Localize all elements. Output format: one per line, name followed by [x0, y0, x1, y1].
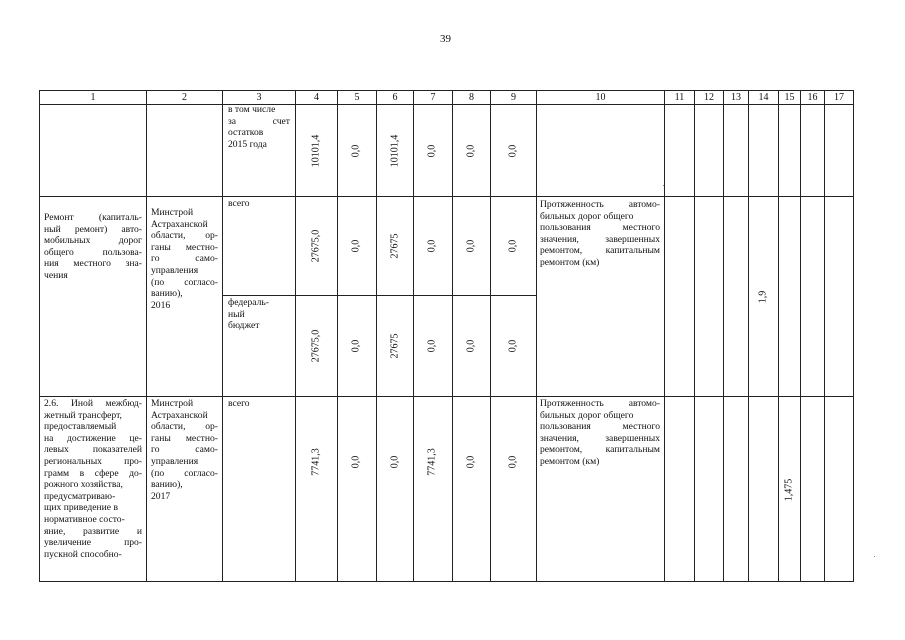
repair-indicator: [540, 199, 660, 269]
transfer-name-line: яние, развитие и: [44, 525, 142, 537]
repair-name-line: Ремонт (капиталь-: [44, 212, 142, 223]
header-col-10: 10: [595, 92, 606, 103]
grid-line: [694, 90, 695, 582]
repair-total-col8: 0,0: [465, 239, 477, 253]
repair-name-line: чения: [44, 269, 68, 281]
transfer-indicator-line: ремонтом (км): [540, 455, 600, 467]
repair-executor-line: го само-: [151, 253, 218, 265]
header-col-14: 14: [758, 92, 769, 103]
transfer-executor-line: управления: [151, 455, 199, 467]
transfer-name-line: жетный трансферт,: [44, 409, 122, 421]
transfer-col15-value: 1,475: [783, 478, 795, 502]
repair-total-col4: 27675,0: [310, 229, 322, 263]
repair-federal-col8: 0,0: [465, 339, 477, 353]
repair-federal-line: ный: [228, 308, 245, 320]
grid-line: [778, 90, 779, 582]
header-col-5: 5: [354, 92, 360, 103]
transfer-total-col7: 7741,3: [426, 448, 438, 476]
repair-indicator-line: значения, завершенных: [540, 233, 660, 245]
grid-line: [295, 90, 296, 582]
repair-executor-line: Минстрой: [151, 207, 194, 218]
carry-col7-value: 0,0: [426, 144, 438, 158]
transfer-indicator-line: пользования местного: [540, 421, 660, 433]
repair-executor-line: ганы местно-: [151, 241, 218, 253]
transfer-executor-line: (по согласо-: [151, 467, 218, 479]
transfer-executor-line: Астраханской: [151, 409, 208, 421]
repair-total-label: всего: [228, 198, 250, 209]
grid-line: [222, 90, 223, 582]
carry-col6-value: 10101,4: [389, 134, 401, 168]
transfer-name-line: пускной способно-: [44, 548, 122, 560]
repair-executor-line: управления: [151, 264, 199, 276]
transfer-executor-line: ганы местно-: [151, 432, 218, 444]
grid-line: [452, 90, 453, 582]
repair-federal-col5: 0,0: [350, 339, 362, 353]
header-col-12: 12: [704, 92, 714, 103]
carry-label-line: остатков: [228, 127, 264, 139]
header-col-8: 8: [469, 92, 474, 103]
grid-line: [376, 90, 377, 582]
transfer-indicator-line: Протяженность автомо-: [540, 398, 660, 409]
transfer-name: [44, 398, 142, 560]
repair-federal-col6: 27675: [389, 333, 401, 359]
carry-label-line: 2015 года: [228, 138, 267, 150]
repair-indicator-line: ремонтом (км): [540, 256, 600, 268]
repair-executor-line: 2016: [151, 299, 171, 311]
header-col-4: 4: [314, 92, 319, 103]
transfer-name-line: на достижение це-: [44, 432, 142, 444]
transfer-name-line: предоставляемый: [44, 421, 117, 433]
repair-federal-col7: 0,0: [426, 339, 438, 353]
transfer-executor-line: 2017: [151, 490, 171, 502]
repair-total-col9: 0,0: [507, 239, 519, 253]
carry-col4-value: 10101,4: [310, 134, 322, 168]
carry-label-line: в том числе: [228, 104, 276, 115]
transfer-indicator-line: ремонтом, капитальным: [540, 444, 660, 456]
repair-federal-line: бюджет: [228, 320, 260, 332]
transfer-name-line: рожного хозяйства,: [44, 479, 123, 491]
header-col-16: 16: [807, 92, 818, 103]
transfer-indicator: [540, 398, 660, 468]
header-col-13: 13: [731, 92, 741, 103]
transfer-name-line: щих приведение в: [44, 502, 118, 514]
header-col-9: 9: [511, 92, 516, 103]
grid-line: [490, 90, 491, 582]
repair-indicator-line: пользования местного: [540, 222, 660, 234]
repair-federal-line: федераль-: [228, 297, 269, 308]
repair-indicator-line: ремонтом, капитальным: [540, 245, 660, 257]
repair-name-line: общего пользова-: [44, 246, 142, 258]
repair-total-col7: 0,0: [426, 239, 438, 253]
grid-line: [800, 90, 801, 582]
grid-line: [39, 196, 853, 197]
transfer-indicator-line: бильных дорог общего: [540, 409, 634, 421]
transfer-name-line: нормативное состо-: [44, 513, 125, 525]
transfer-name-line: грамм в сфере до-: [44, 467, 142, 479]
repair-executor-line: Астраханской: [151, 218, 208, 230]
repair-col14-value: 1,9: [757, 290, 769, 304]
repair-name-line: ный ремонт) авто-: [44, 223, 142, 235]
transfer-executor-line: Минстрой: [151, 398, 194, 409]
carry-col9-value: 0,0: [507, 144, 519, 158]
repair-name: [44, 212, 142, 282]
repair-total-col5: 0,0: [350, 239, 362, 253]
header-col-1: 1: [90, 92, 96, 103]
grid-line: [664, 90, 665, 582]
header-col-11: 11: [674, 92, 685, 103]
transfer-executor-line: го само-: [151, 444, 218, 456]
repair-federal-label: [228, 297, 290, 332]
carry-label-line: за счет: [228, 115, 290, 127]
carry-col8-value: 0,0: [465, 144, 477, 158]
grid-line: [39, 90, 40, 582]
transfer-executor-line: области, ор-: [151, 421, 218, 433]
header-col-2: 2: [182, 92, 187, 103]
carry-source-label: [228, 104, 290, 150]
grid-line: [39, 104, 853, 105]
header-col-7: 7: [430, 92, 436, 103]
page-number: 39: [440, 33, 451, 45]
repair-name-line: ния местного зна-: [44, 258, 142, 270]
carry-col5-value: 0,0: [350, 144, 362, 158]
transfer-name-line: увеличение про-: [44, 537, 142, 549]
grid-line: [824, 90, 825, 582]
header-col-17: 17: [834, 92, 844, 103]
transfer-total-col5: 0,0: [350, 455, 362, 469]
grid-line: [748, 90, 749, 582]
grid-line: [853, 90, 854, 582]
transfer-total-col4: 7741,3: [310, 448, 322, 476]
repair-name-line: мобильных дорог: [44, 235, 142, 247]
grid-line: [222, 295, 536, 296]
grid-line: [536, 90, 537, 582]
scan-speck: [663, 185, 664, 186]
repair-executor-line: (по согласо-: [151, 276, 218, 288]
header-col-6: 6: [392, 92, 398, 103]
repair-executor-line: области, ор-: [151, 230, 218, 242]
transfer-name-line: региональных про-: [44, 455, 142, 467]
grid-line: [39, 581, 853, 582]
header-col-15: 15: [784, 92, 795, 103]
transfer-name-line: предусматриваю-: [44, 490, 116, 502]
repair-executor: [151, 207, 218, 311]
transfer-executor: [151, 398, 218, 502]
transfer-total-col8: 0,0: [465, 455, 477, 469]
transfer-indicator-line: значения, завершенных: [540, 432, 660, 444]
transfer-executor-line: ванию),: [151, 479, 183, 491]
grid-line: [413, 90, 414, 582]
header-col-3: 3: [256, 92, 262, 103]
grid-line: [337, 90, 338, 582]
repair-indicator-line: бильных дорог общего: [540, 210, 634, 222]
transfer-name-line: 2.6. Иной межбюд-: [44, 398, 142, 409]
repair-total-col6: 27675: [389, 233, 401, 259]
repair-indicator-line: Протяженность автомо-: [540, 199, 660, 210]
grid-line: [39, 396, 853, 397]
scan-speck: [874, 556, 875, 557]
repair-executor-line: ванию),: [151, 288, 183, 300]
grid-line: [723, 90, 724, 582]
transfer-total-label: всего: [228, 398, 250, 409]
repair-federal-col4: 27675,0: [310, 329, 322, 363]
repair-federal-col9: 0,0: [507, 339, 519, 353]
transfer-total-col6: 0,0: [389, 455, 401, 469]
transfer-name-line: левых показателей: [44, 444, 142, 456]
grid-line: [146, 90, 147, 582]
transfer-total-col9: 0,0: [507, 455, 519, 469]
